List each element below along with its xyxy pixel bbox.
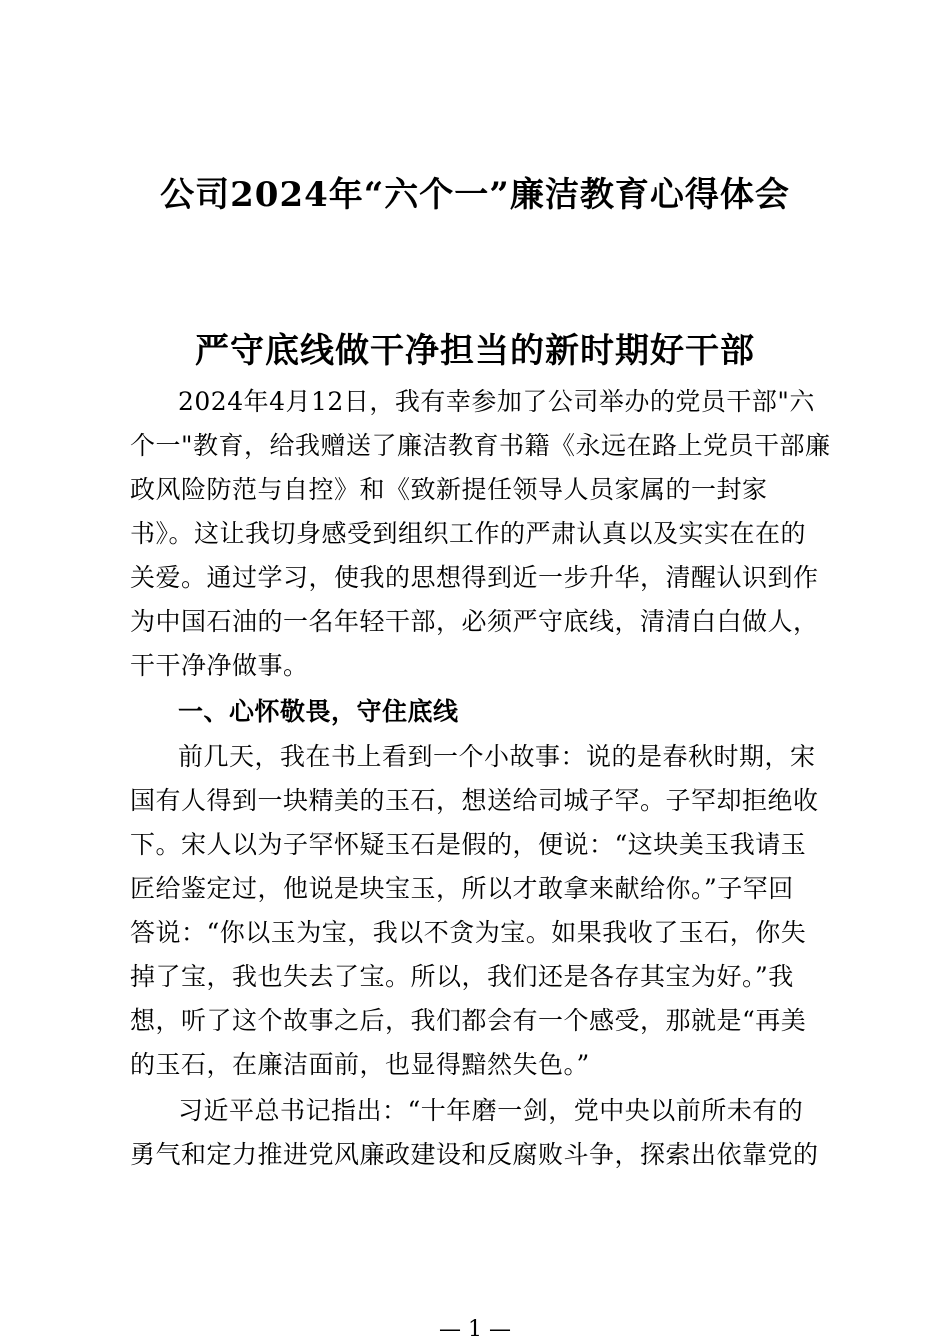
- paragraph-line: 答说：“你以玉为宝，我以不贪为宝。如果我收了玉石，你失: [130, 918, 807, 947]
- paragraph-line: 前几天，我在书上看到一个小故事：说的是春秋时期，宋: [178, 742, 816, 771]
- paragraph-line: 为中国石油的一名年轻干部，必须严守底线，清清白白做人，: [130, 607, 819, 636]
- paragraph-line: 国有人得到一块精美的玉石，想送给司城子罕。子罕却拒绝收: [130, 786, 819, 815]
- paragraph-line: 个一"教育，给我赠送了廉洁教育书籍《永远在路上党员干部廉: [130, 431, 831, 460]
- paragraph-line: 书》。这让我切身感受到组织工作的严肃认真以及实实在在的: [130, 519, 807, 548]
- paragraph-line: 习近平总书记指出：“十年磨一剑，党中央以前所未有的: [178, 1096, 804, 1125]
- paragraph-line: 勇气和定力推进党风廉政建设和反腐败斗争，探索出依靠党的: [130, 1140, 819, 1169]
- paragraph-line: 的玉石，在廉洁面前，也显得黯然失色。”: [130, 1050, 590, 1079]
- paragraph-line: 匠给鉴定过，他说是块宝玉，所以才敢拿来献给你。”子罕回: [130, 874, 794, 903]
- paragraph-line: 掉了宝，我也失去了宝。所以，我们还是各存其宝为好。”我: [130, 962, 794, 991]
- paragraph-line: 下。宋人以为子罕怀疑玉石是假的，便说：“这块美玉我请玉: [130, 830, 807, 859]
- paragraph-line: 关爱。通过学习，使我的思想得到近一步升华，清醒认识到作: [130, 563, 819, 592]
- paragraph-line: 干干净净做事。: [130, 651, 309, 680]
- paragraph-line: 2024年4月12日，我有幸参加了公司举办的党员干部"六: [178, 387, 815, 416]
- page-number: — 1 —: [439, 1317, 511, 1342]
- section-heading: 一、心怀敬畏，守住底线: [178, 697, 459, 726]
- document-title: 公司2024年“六个一”廉洁教育心得体会: [160, 175, 790, 215]
- document-subtitle: 严守底线做干净担当的新时期好干部: [195, 331, 755, 371]
- paragraph-line: 想，听了这个故事之后，我们都会有一个感受，那就是“再美: [130, 1006, 807, 1035]
- paragraph-line: 政风险防范与自控》和《致新提任领导人员家属的一封家: [130, 475, 768, 504]
